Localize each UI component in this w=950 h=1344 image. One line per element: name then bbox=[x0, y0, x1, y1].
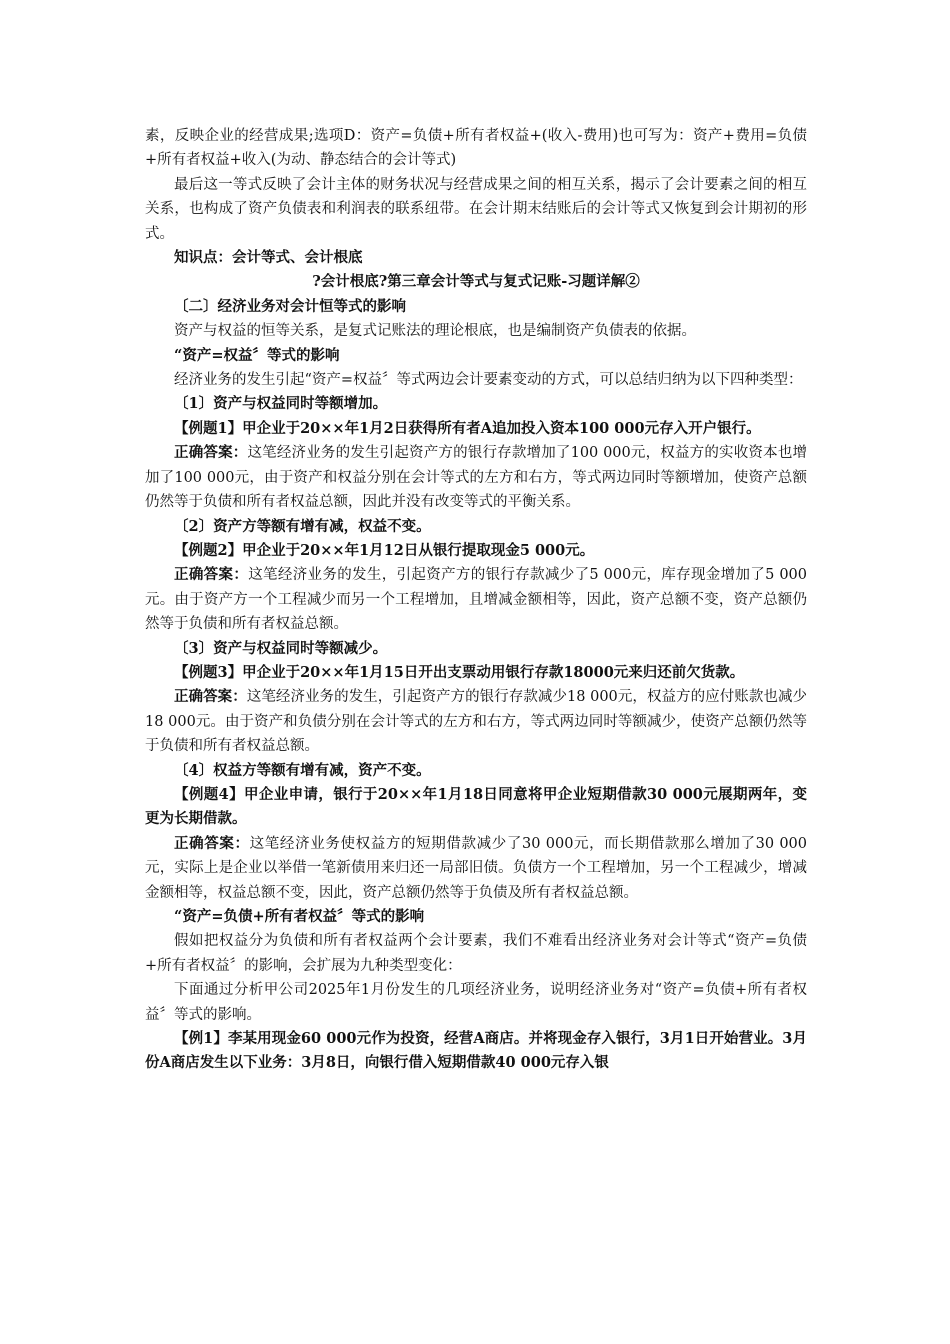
example-question: 【例题1】甲企业于20××年1月2日获得所有者A追加投入资本100 000元存入开户银行。 bbox=[174, 419, 761, 437]
paragraph: 假如把权益分为负债和所有者权益两个会计要素，我们不难看出经济业务对会计等式“资产=负债+所有者权益〞的影响，会扩展为九种类型变化： bbox=[145, 933, 807, 974]
paragraph: 下面通过分析甲公司2025年1月份发生的几项经济业务，说明经济业务对“资产=负债+所有者权益〞等式的影响。 bbox=[145, 982, 807, 1023]
answer-label: 正确答案： bbox=[174, 688, 247, 706]
subsection-heading: “资产=权益〞等式的影响 bbox=[174, 346, 340, 364]
document-page bbox=[145, 124, 807, 1076]
type-heading: 〔3〕资产与权益同时等额减少。 bbox=[174, 639, 388, 657]
answer-paragraph bbox=[145, 563, 807, 636]
answer-text: 这笔经济业务使权益方的短期借款减少了30 000元，而长期借款那么增加了30 000元，实际上是企业以举借一笔新债用来归还一局部旧债。负债方一个工程增加，另一个工程减少，增减金额相等，权益总额不变，因此，资产总额仍然等于负债及所有者权益总额。 bbox=[145, 835, 807, 901]
knowledge-point: 知识点：会计等式、会计根底 bbox=[174, 249, 363, 267]
answer-paragraph bbox=[145, 832, 807, 905]
paragraph: 经济业务的发生引起“资产=权益〞等式两边会计要素变动的方式，可以总结归纳为以下四种类型： bbox=[174, 372, 803, 389]
type-heading: 〔4〕权益方等额有增有减，资产不变。 bbox=[174, 761, 431, 779]
subsection-heading: 〔二〕经济业务对会计恒等式的影响 bbox=[174, 297, 406, 315]
answer-label: 正确答案： bbox=[174, 834, 250, 852]
paragraph: 素，反映企业的经营成果;选项D：资产=负债+所有者权益+(收入-费用)也可写为：资产+费用=负债+所有者权益+收入(为动、静态结合的会计等式) bbox=[145, 128, 807, 169]
type-heading: 〔2〕资产方等额有增有减，权益不变。 bbox=[174, 517, 431, 535]
answer-text: 这笔经济业务的发生，引起资产方的银行存款减少了5 000元，库存现金增加了5 000元。由于资产方一个工程减少而另一个工程增加，且增减金额相等，因此，资产总额不变，资产总额仍然等于负债和所有者权益总额。 bbox=[145, 567, 807, 633]
answer-text: 这笔经济业务的发生，引起资产方的银行存款减少18 000元，权益方的应付账款也减少18 000元。由于资产和负债分别在会计等式的左方和右方，等式两边同时等额减少，使资产总额仍然等于负债和所有者权益总额。 bbox=[145, 689, 808, 755]
answer-paragraph bbox=[145, 441, 807, 514]
example-question: 【例题3】甲企业于20××年1月15日开出支票动用银行存款18000元来归还前欠货款。 bbox=[174, 663, 745, 681]
answer-label: 正确答案： bbox=[174, 566, 249, 584]
subsection-heading: “资产=负债+所有者权益〞等式的影响 bbox=[174, 908, 425, 925]
answer-paragraph bbox=[145, 685, 807, 758]
type-heading: 〔1〕资产与权益同时等额增加。 bbox=[174, 395, 388, 413]
example-question: 【例题2】甲企业于20××年1月12日从银行提取现金5 000元。 bbox=[174, 541, 595, 559]
paragraph: 最后这一等式反映了会计主体的财务状况与经营成果之间的相互关系，揭示了会计要素之间的相互关系，也构成了资产负债表和利润表的联系纽带。在会计期末结账后的会计等式又恢复到会计期初的形式。 bbox=[145, 176, 807, 242]
example-question: 【例1】李某用现金60 000元作为投资，经营A商店。并将现金存入银行，3月1日开始营业。3月份A商店发生以下业务：3月8日，向银行借入短期借款40 000元存入银 bbox=[145, 1030, 807, 1072]
answer-label: 正确答案： bbox=[174, 444, 248, 462]
example-question: 【例题4】甲企业申请，银行于20××年1月18日同意将甲企业短期借款30 000元展期两年，变更为长期借款。 bbox=[145, 785, 807, 828]
paragraph: 资产与权益的恒等关系，是复式记账法的理论根底，也是编制资产负债表的依据。 bbox=[174, 323, 696, 340]
answer-text: 这笔经济业务的发生引起资产方的银行存款增加了100 000元，权益方的实收资本也增加了100 000元，由于资产和权益分别在会计等式的左方和右方，等式两边同时等额增加，使资产总额仍然等于负债和所有者权益总额，因此并没有改变等式的平衡关系。 bbox=[145, 445, 808, 511]
section-title: ?会计根底?第三章会计等式与复式记账-习题详解② bbox=[312, 273, 640, 291]
